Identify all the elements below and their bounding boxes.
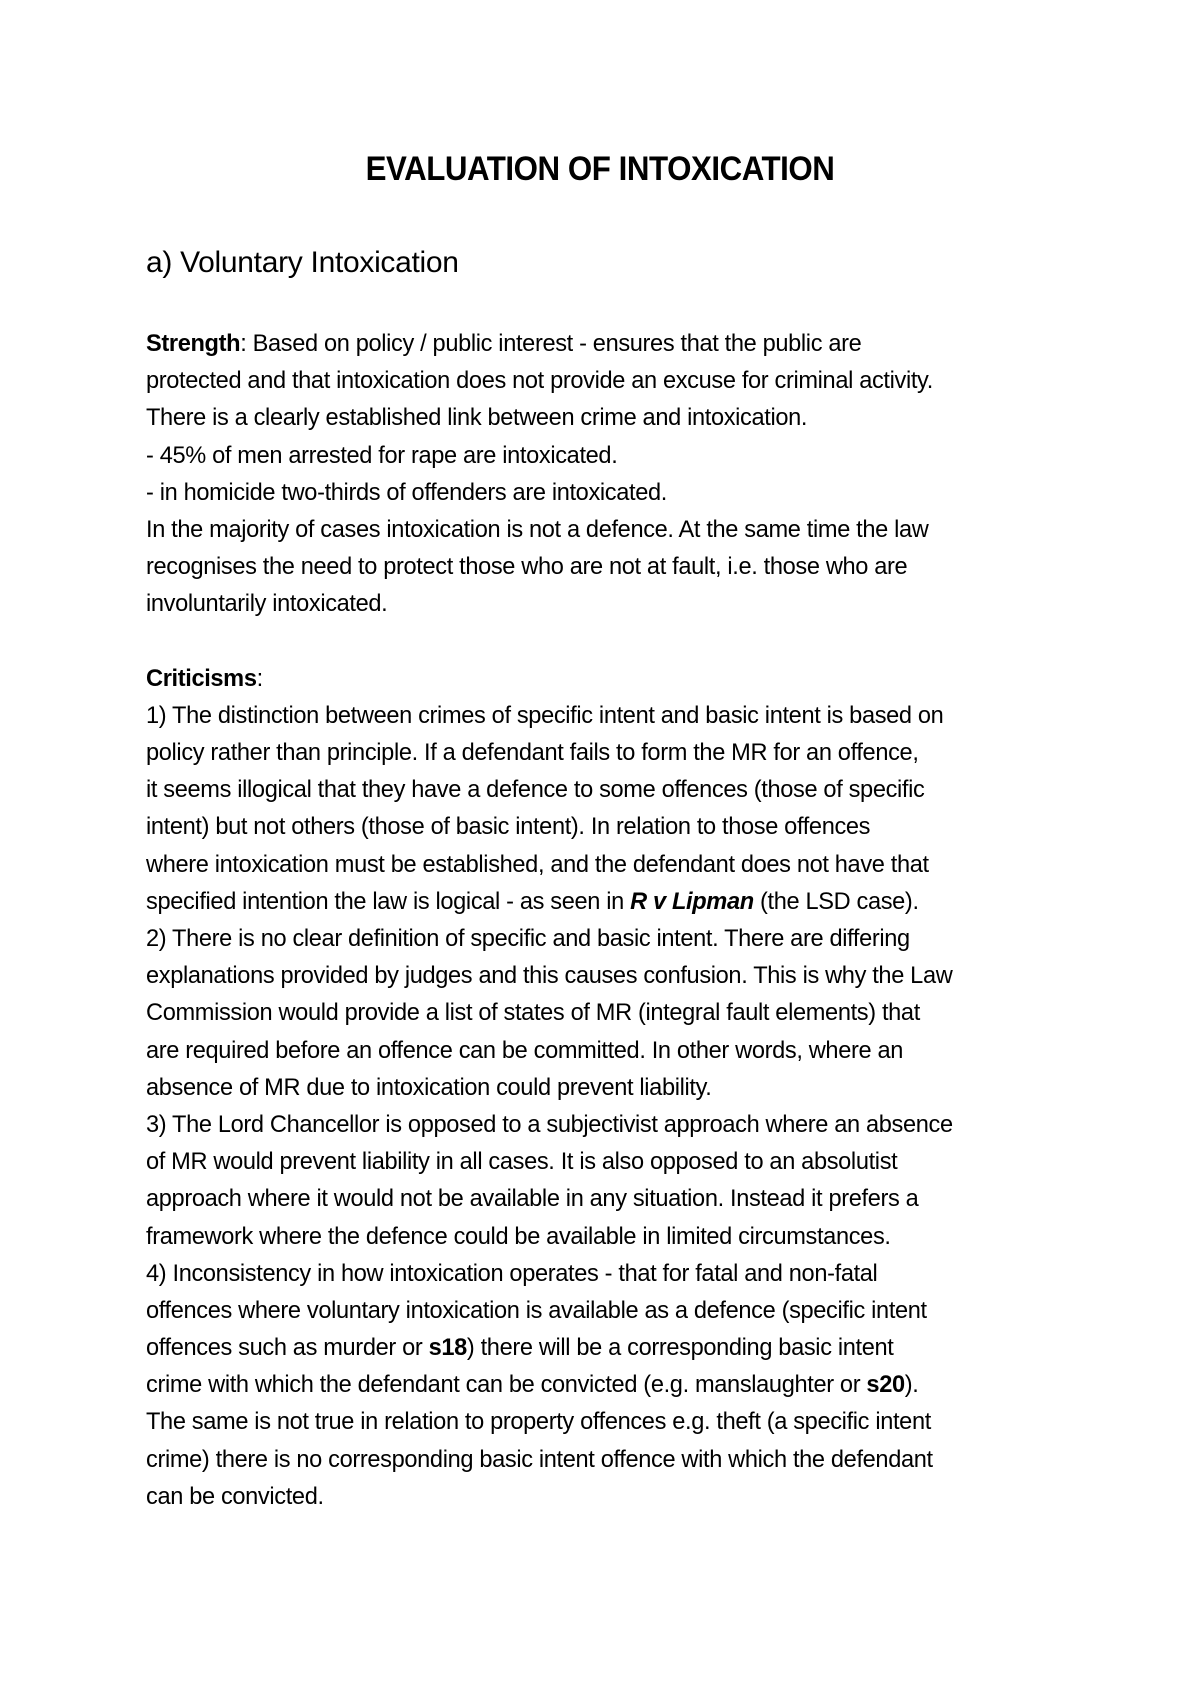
strength-line-7: recognises the need to protect those who are not at fault, i.e. those who are bbox=[146, 554, 908, 581]
criticism-3-line-2: of MR would prevent liability in all cases. It is also opposed to an absolutist bbox=[146, 1149, 898, 1176]
page-title: EVALUATION OF INTOXICATION bbox=[365, 150, 835, 188]
criticism-4-line-7: can be convicted. bbox=[146, 1483, 324, 1510]
criticism-1-line-3: it seems illogical that they have a defence to some offences (those of specific bbox=[146, 777, 925, 804]
case-name: R v Lipman bbox=[630, 888, 754, 915]
criticism-4-line-1: 4) Inconsistency in how intoxication operates - that for fatal and non-fatal bbox=[146, 1260, 878, 1287]
criticism-2-line-2: explanations provided by judges and this causes confusion. This is why the Law bbox=[146, 963, 953, 990]
criticisms-heading: Criticisms: bbox=[146, 665, 263, 692]
criticism-4-line-3: offences such as murder or s18) there will be a corresponding basic intent bbox=[146, 1335, 894, 1362]
criticisms-label: Criticisms bbox=[146, 665, 257, 692]
criticism-1-line-6: specified intention the law is logical - as seen in R v Lipman (the LSD case). bbox=[146, 888, 919, 915]
paragraph-gap bbox=[146, 624, 1086, 661]
strength-line-8: involuntarily intoxicated. bbox=[146, 591, 388, 618]
criticism-4-line-5: The same is not true in relation to property offences e.g. theft (a specific intent bbox=[146, 1409, 931, 1436]
strength-line-2: protected and that intoxication does not provide an excuse for criminal activity. bbox=[146, 368, 933, 395]
strength-line-1: Strength: Based on policy / public interest - ensures that the public are bbox=[146, 331, 862, 357]
strength-line-6: In the majority of cases intoxication is not a defence. At the same time the law bbox=[146, 516, 929, 543]
criticism-3-line-4: framework where the defence could be available in limited circumstances. bbox=[146, 1223, 891, 1250]
criticism-2-line-1: 2) There is no clear definition of specific and basic intent. There are differing bbox=[146, 926, 910, 952]
statute-s18: s18 bbox=[428, 1335, 467, 1362]
criticism-1-line-1: 1) The distinction between crimes of specific intent and basic intent is based on bbox=[146, 702, 944, 729]
criticism-1-line-4: intent) but not others (those of basic intent). In relation to those offences bbox=[146, 814, 871, 841]
document-body bbox=[146, 326, 1086, 1516]
strength-label: Strength bbox=[146, 331, 241, 357]
section-heading: a) Voluntary Intoxication bbox=[146, 246, 459, 279]
criticism-4-line-2: offences where voluntary intoxication is available as a defence (specific intent bbox=[146, 1297, 927, 1324]
criticism-3-line-1: 3) The Lord Chancellor is opposed to a subjectivist approach where an absence bbox=[146, 1111, 953, 1138]
criticism-3-line-3: approach where it would not be available in any situation. Instead it prefers a bbox=[146, 1186, 919, 1213]
criticism-4-line-4: crime with which the defendant can be convicted (e.g. manslaughter or s20). bbox=[146, 1372, 919, 1399]
criticism-2-line-3: Commission would provide a list of states of MR (integral fault elements) that bbox=[146, 1000, 920, 1027]
criticism-1-line-2: policy rather than principle. If a defendant fails to form the MR for an offence, bbox=[146, 740, 919, 767]
criticism-2-line-5: absence of MR due to intoxication could prevent liability. bbox=[146, 1074, 712, 1101]
criticism-4-line-6: crime) there is no corresponding basic intent offence with which the defendant bbox=[146, 1446, 933, 1473]
strength-line-3: There is a clearly established link between crime and intoxication. bbox=[146, 405, 808, 432]
strength-line-5: - in homicide two-thirds of offenders are intoxicated. bbox=[146, 479, 667, 506]
criticism-2-line-4: are required before an offence can be committed. In other words, where an bbox=[146, 1037, 903, 1064]
statute-s20: s20 bbox=[866, 1372, 905, 1399]
strength-line-4: - 45% of men arrested for rape are intoxicated. bbox=[146, 442, 618, 469]
criticism-1-line-5: where intoxication must be established, and the defendant does not have that bbox=[146, 851, 929, 878]
